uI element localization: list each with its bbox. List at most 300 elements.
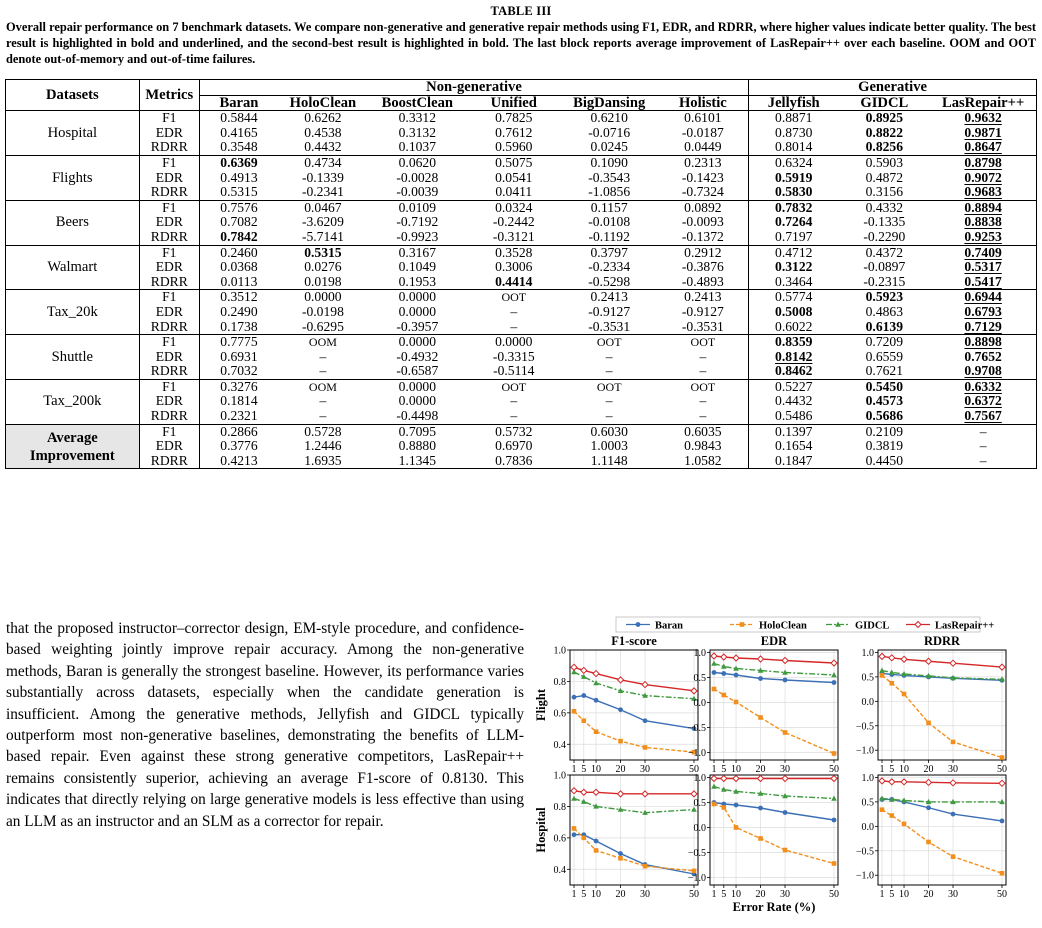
metric-name: EDR [155,348,183,364]
dataset-name: Tax_20k [6,290,140,335]
data-point [889,681,894,686]
data-point [758,676,763,681]
data-point [721,671,726,676]
table-cell: 0.5008 [749,305,839,320]
x-tick-label: 10 [899,764,910,775]
data-point [999,780,1005,786]
table-cell: -0.1339 [301,169,344,185]
table-cell: -0.0039 [368,185,467,200]
data-point [711,776,717,782]
table-cell: -0.2341 [278,185,368,200]
table-cell: – [930,454,1036,469]
data-point [783,848,788,853]
col-header-datasets: Datasets [6,80,140,111]
table-cell: -0.3121 [467,230,561,245]
table-cell: 0.4734 [304,154,342,170]
table-cell: – [605,348,613,364]
table-cell: -0.1372 [658,230,749,245]
y-tick-label: 0.0 [861,821,874,833]
data-point [572,709,577,714]
subplot-frame [710,650,838,760]
metric-name: RDRR [139,320,199,335]
table-cell: 0.7095 [398,423,437,439]
table-cell: 0.3167 [398,244,437,260]
table-cell: -0.6295 [278,320,368,335]
table-cell: 0.4872 [865,169,904,185]
table-cell: 0.2313 [684,154,722,170]
table-cell: OOT [596,335,622,350]
y-tick-label: −1.0 [687,873,706,884]
method-header: BigDansing [561,95,658,111]
y-tick-label: −1.0 [855,870,874,882]
metric-name: F1 [162,154,177,170]
table-cell: OOT [690,335,716,350]
table-cell: 1.1345 [368,454,467,469]
x-tick-label: 20 [755,889,766,900]
data-point [594,729,599,734]
table-cell: 0.0892 [684,199,722,215]
data-point [594,698,599,703]
series-line [714,787,834,799]
data-point [782,776,788,782]
data-point [618,677,624,683]
data-point [711,661,717,666]
x-tick-label: 1 [711,889,717,900]
y-tick-label: 1.0 [553,645,566,657]
x-tick-label: 1 [879,889,885,900]
series-line [882,781,1002,783]
data-point [950,660,956,666]
table-cell: -0.6587 [368,364,467,379]
table-row [6,155,1037,170]
table-row [6,140,1037,155]
y-tick-label: 0.6 [553,708,566,720]
y-tick-label: 0.5 [861,797,874,809]
data-point [999,799,1005,804]
table-cell: OOT [501,379,527,394]
y-tick-label: −0.5 [855,721,874,733]
metric-name: EDR [155,214,183,230]
metric-name: F1 [162,110,177,126]
data-point [571,796,577,801]
table-cell: 0.8256 [838,140,930,155]
data-point [831,672,837,677]
metric-name: RDRR [139,140,199,155]
data-point [618,707,623,712]
data-point [1000,755,1005,760]
table-cell: 1.0582 [658,454,749,469]
table-cell: – [561,364,658,379]
dataset-name: Average Improvement [6,424,140,469]
table-cell: -0.5114 [467,364,561,379]
table-cell: 0.5686 [838,409,930,424]
table-cell: -0.0187 [681,124,724,140]
x-tick-label: 30 [780,889,791,900]
table-cell: – [319,348,327,364]
data-point [879,778,885,784]
data-point [593,680,599,685]
data-point [832,818,837,823]
table-cell: 0.9632 [930,111,1036,126]
table-cell: 1.6935 [278,454,368,469]
table-row [6,215,1037,230]
series-line [714,689,834,754]
data-point [758,776,764,782]
table-row [6,364,1037,379]
table-cell: OOM [308,335,337,350]
x-tick-label: 20 [923,889,934,900]
table-cell: -0.0093 [681,214,724,230]
table-label: TABLE III [490,4,552,18]
table-cell: -0.4498 [368,409,467,424]
data-point [712,802,717,807]
y-tick-label: 0.5 [693,798,706,809]
data-point [642,682,648,688]
table-cell: 0.3464 [749,275,839,290]
table-cell: 1.2446 [304,438,342,454]
method-header: HoloClean [278,95,368,111]
dataset-name: Flights [6,155,140,200]
metric-name: F1 [162,378,177,394]
table-cell: -0.1335 [863,214,906,230]
subplot-title: RDRR [923,634,961,648]
table-cell: 0.5960 [467,140,561,155]
method-header: BoostClean [368,95,467,111]
x-tick-label: 5 [889,764,895,775]
metric-name: EDR [155,259,183,275]
data-point [581,693,586,698]
y-tick-label: 0.0 [693,698,706,709]
data-point [1000,819,1005,824]
series-line [574,711,694,752]
metric-name: RDRR [139,185,199,200]
table-cell: 0.4213 [199,454,278,469]
x-tick-label: 50 [997,764,1007,775]
y-tick-label: 1.0 [861,647,874,659]
x-tick-label: 30 [948,764,959,775]
table-cell: 0.8798 [930,155,1036,170]
legend-label: HoloClean [759,620,807,632]
table-cell: 0.5417 [930,275,1036,290]
data-point [618,856,623,861]
table-cell: 0.6030 [590,423,628,439]
dataset-name: Shuttle [6,335,140,380]
table-cell: 0.6944 [930,290,1036,305]
table-cell: -0.4893 [658,275,749,290]
dataset-name: Tax_200k [6,379,140,424]
table-caption: Overall repair performance on 7 benchmark datasets. We compare non-generative and generative repair methods using F1, EDR, and RDRR, where higher values indicate better quality. The best result is highlighted in bold and underlined, and the second-best result is highlighted in bold. The last block reports average improvement of LasRepair++ over each baseline. OOM and OOT denote out-of-memory and out-of-time failures. [6,20,1036,66]
data-point [926,805,931,810]
series-line [574,672,694,699]
y-tick-label: 0.0 [693,823,706,834]
metric-name: RDRR [139,230,199,245]
data-point [734,803,739,808]
table-row [6,185,1037,200]
table-cell: 0.9843 [684,438,722,454]
table-cell: 0.2490 [199,305,278,320]
data-point [572,832,577,837]
data-point [889,813,894,818]
table-cell: 0.8894 [930,200,1036,215]
table-cell: 0.0109 [398,199,437,215]
data-point [902,822,907,827]
x-tick-label: 30 [780,764,791,775]
table-cell: -0.3315 [492,348,535,364]
series-line [882,675,1002,757]
table-cell: 0.6101 [684,110,722,126]
metric-name: F1 [162,423,177,439]
legend-label: GIDCL [855,620,890,632]
metric-name: EDR [155,169,183,185]
table-cell: 0.5728 [304,423,342,439]
table-cell: 0.2413 [590,289,628,305]
y-tick-label: −1.0 [855,745,874,757]
table-cell: 0.8898 [930,335,1036,350]
metric-name: EDR [155,124,183,140]
metric-name: F1 [162,199,177,215]
data-point [902,692,907,697]
table-cell: OOT [501,290,527,305]
table-cell: 0.5919 [749,171,839,186]
table-cell: -0.0897 [863,259,906,275]
table-cell: 0.1397 [749,424,839,439]
table-cell: -3.6209 [301,214,344,230]
data-point [618,851,623,856]
data-point [691,688,697,694]
table-cell: 0.1814 [199,394,278,409]
subplot-title: F1-score [611,634,657,648]
subplot-frame [710,775,838,885]
table-cell: 0.8730 [749,126,839,141]
group-header-nongenerative: Non-generative [199,80,748,96]
table-cell: -0.0198 [301,303,344,319]
table-cell: 0.7576 [199,200,278,215]
table-row [6,409,1037,424]
data-point [951,740,956,745]
table-cell: 0.8014 [749,140,839,155]
data-point [734,673,739,678]
table-cell: 0.0000 [304,289,342,305]
x-axis-label: Error Rate (%) [732,900,816,914]
data-point [951,854,956,859]
y-tick-label: 0.4 [553,864,566,876]
table-cell: 0.7842 [199,230,278,245]
table-row [6,379,1037,394]
table-cell: 0.7825 [495,110,533,126]
table-cell: 0.5903 [865,154,904,170]
data-point [711,653,717,659]
data-point [712,687,717,692]
table-cell: – [319,393,327,409]
table-cell: 0.6931 [199,350,278,365]
x-tick-label: 5 [581,889,587,900]
method-header: Jellyfish [749,95,839,111]
table-cell: 0.5923 [865,289,904,305]
table-cell: 0.3006 [495,259,533,275]
table-cell: 0.1049 [398,259,437,275]
data-point [594,839,599,844]
data-point [593,789,599,795]
method-header: GIDCL [838,95,930,111]
data-point [1000,871,1005,876]
data-point [618,739,623,744]
data-point [831,660,837,666]
series-line [714,804,834,864]
metric-name: RDRR [139,454,199,469]
series-line [882,810,1002,874]
x-tick-label: 1 [711,764,717,775]
table-cell: – [467,320,561,335]
table-cell: 0.1157 [590,199,628,215]
data-point [782,658,788,664]
table-cell: 0.0276 [304,259,342,275]
error-rate-figure [534,614,1040,914]
table-cell: 0.3276 [199,379,278,394]
table-cell: 0.8925 [865,110,904,126]
data-point [571,788,577,794]
x-tick-label: 50 [997,889,1007,900]
data-point [758,715,763,720]
table-row [6,171,1037,186]
data-point [758,656,764,662]
table-cell: – [561,409,658,424]
data-point [691,791,697,797]
data-point [889,779,895,785]
series-line [574,696,694,729]
table-cell: 0.7832 [749,200,839,215]
table-cell: 0.9708 [930,364,1036,379]
table-cell: 0.0000 [398,303,437,319]
table-cell: OOM [308,379,337,394]
legend-marker [636,622,641,627]
y-tick-label: −0.5 [687,848,706,859]
x-tick-label: 5 [581,764,587,775]
table-row [6,245,1037,260]
table-cell: 0.6262 [304,110,342,126]
x-tick-label: 10 [731,889,742,900]
table-cell: 0.5844 [199,111,278,126]
table-row [6,126,1037,141]
table-cell: 0.4913 [199,171,278,186]
table-cell: 0.0467 [304,199,342,215]
table-cell: 0.2866 [199,424,278,439]
results-table [5,79,1037,469]
table-cell: 0.5317 [930,260,1036,275]
table-cell: 0.5315 [199,185,278,200]
data-point [832,680,837,685]
table-cell: 0.3312 [398,110,437,126]
table-cell: 0.9072 [930,171,1036,186]
table-cell: 0.0000 [398,289,437,305]
table-cell: 0.9253 [930,230,1036,245]
body-paragraph: that the proposed instructor–corrector design, EM-style procedure, and confidence-based weighting jointly improve repair accuracy. Among the non-generative methods, Baran is generally the strongest baseline. However, its performance varies substantially across datasets, especially when the candidate generation is insufficient. Among the generative methods, Jellyfish and GIDCL typically outperform most non-generative baselines, demonstrating the benefits of LLM-based repair. Even against these strong generative competitors, LasRepair++ remains consistently superior, achieving an average F1-score of 0.8130. This indicates that directly relying on large generative models is less effective than using an LLM as an instructor and an SLM as a corrector for repair. [6,620,524,830]
data-point [831,776,837,782]
metric-name: RDRR [139,409,199,424]
data-point [581,718,586,723]
x-tick-label: 20 [615,889,626,900]
data-point [880,673,885,678]
data-point [643,718,648,723]
col-header-metrics: Metrics [139,80,199,111]
table-cell: 0.4712 [749,245,839,260]
y-tick-label: 0.5 [693,673,706,684]
table-cell: 0.7621 [838,364,930,379]
table-cell: -0.3543 [588,169,631,185]
dataset-name: Walmart [6,245,140,290]
table-row [6,335,1037,350]
table-cell: 0.1953 [368,275,467,290]
data-point [950,780,956,786]
metric-name: EDR [155,438,183,454]
table-cell: 0.7082 [199,215,278,230]
y-tick-label: 0.6 [553,833,566,845]
x-tick-label: 1 [879,764,885,775]
x-tick-label: 1 [571,764,577,775]
table-cell: -0.0108 [588,214,631,230]
x-tick-label: 30 [948,889,959,900]
table-row [6,230,1037,245]
y-tick-label: 0.0 [861,696,874,708]
table-cell: 0.4573 [865,393,904,409]
table-row [6,200,1037,215]
x-tick-label: 20 [755,764,766,775]
x-tick-label: 5 [721,764,727,775]
table-cell: 0.3512 [199,290,278,305]
table-cell: 0.4863 [865,303,904,319]
data-point [832,751,837,756]
table-cell: – [278,364,368,379]
y-tick-label: 1.0 [693,773,706,784]
series-line [714,656,834,663]
table-cell: 0.3797 [590,244,628,260]
table-cell: 0.8359 [749,335,839,350]
table-cell: 0.7612 [495,124,533,140]
table-cell: 0.6210 [590,110,628,126]
data-point [879,668,885,673]
data-point [733,655,739,661]
data-point [951,812,956,817]
table-cell: -5.7141 [278,230,368,245]
data-point [783,730,788,735]
y-tick-label: 0.5 [861,672,874,684]
table-cell: 0.3548 [199,140,278,155]
table-cell: 0.1847 [749,454,839,469]
series-line [714,803,834,821]
series-line [574,835,694,874]
data-point [711,784,717,789]
table-cell: 0.4165 [199,126,278,141]
table-cell: 0.4538 [304,124,342,140]
table-cell: 0.0000 [398,334,437,350]
dataset-name: Beers [6,200,140,245]
table-cell: – [699,393,707,409]
table-cell: 0.0000 [398,378,437,394]
table-cell: 0.2460 [199,245,278,260]
table-cell: – [699,348,707,364]
table-cell: -0.3876 [681,259,724,275]
table-cell: 0.3528 [495,244,533,260]
data-point [593,671,599,677]
table-cell: 0.6970 [495,438,533,454]
metric-name: F1 [162,289,177,305]
table-row [6,454,1037,469]
table-cell: 0.5315 [304,244,342,260]
table-cell: – [930,439,1036,454]
x-tick-label: 50 [689,889,699,900]
table-cell: -0.3531 [658,320,749,335]
table-cell: 0.5732 [495,423,533,439]
data-point [581,667,587,673]
